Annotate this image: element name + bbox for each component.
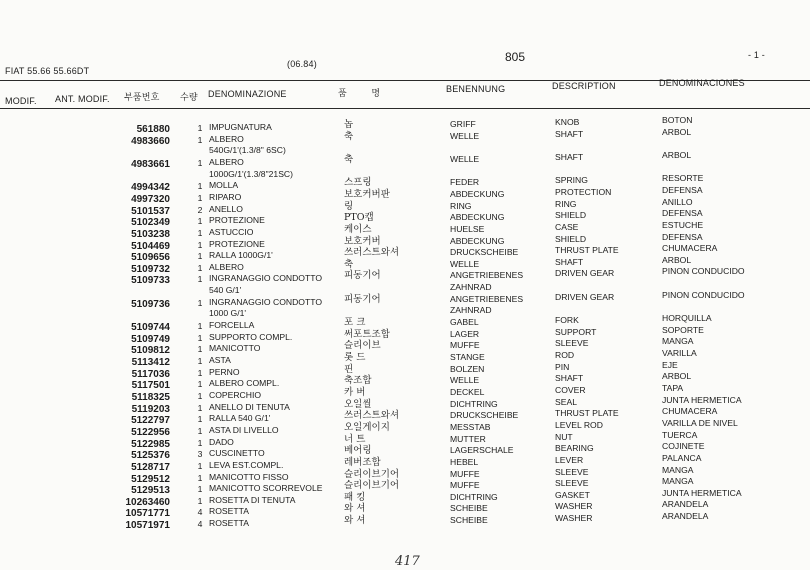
korean-name: 보호커버	[344, 235, 381, 247]
italian-name: 540G/1'(1.3/8" 6SC)	[209, 145, 286, 156]
spanish-name: ARBOL	[662, 254, 692, 265]
english-description: LEVER	[555, 454, 584, 465]
korean-name: 축조합	[344, 375, 372, 387]
german-name: MESSTAB	[450, 421, 491, 432]
quantity: 1	[197, 367, 203, 378]
quantity: 1	[197, 472, 203, 483]
spanish-name: MANGA	[662, 464, 694, 475]
german-name: ANGETRIEBENES	[450, 270, 524, 281]
part-number: 5104469	[131, 240, 170, 252]
italian-name: CUSCINETTO	[209, 448, 265, 459]
english-description: THRUST PLATE	[555, 245, 619, 256]
col-denominazione: DENOMINAZIONE	[208, 89, 287, 99]
spanish-name: PALANCA	[662, 452, 702, 463]
quantity: 1	[197, 134, 203, 145]
spanish-name: VARILLA	[662, 348, 697, 358]
part-number: 5109736	[131, 298, 170, 310]
korean-name: 오일씰	[344, 398, 372, 410]
quantity: 1	[197, 181, 203, 192]
page-reference: - 1 -	[748, 50, 766, 60]
italian-name: FORCELLA	[209, 320, 255, 331]
spanish-name: COJINETE	[662, 441, 705, 452]
quantity: 1	[197, 414, 203, 425]
italian-name: ALBERO COMPL.	[209, 378, 280, 389]
italian-name: ALBERO	[209, 133, 244, 144]
german-name: WELLE	[450, 153, 480, 164]
spanish-name: VARILLA DE NIVEL	[662, 417, 738, 428]
english-description: SHAFT	[555, 373, 584, 384]
part-number: 4994342	[131, 182, 170, 194]
italian-name: ROSETTA	[209, 518, 249, 529]
quantity: 1	[197, 251, 203, 262]
english-description: SHAFT	[555, 151, 584, 162]
english-description: WASHER	[555, 513, 593, 524]
spanish-name: DEFENSA	[662, 184, 703, 195]
quantity: 1	[197, 356, 203, 366]
quantity: 1	[197, 123, 203, 133]
italian-name: MANICOTTO FISSO	[209, 471, 289, 482]
part-number: 5122797	[131, 415, 170, 427]
spanish-name: ARBOL	[662, 371, 692, 382]
english-description: FORK	[555, 315, 579, 326]
spanish-name: DEFENSA	[662, 208, 703, 219]
korean-name: 쓰러스트와셔	[344, 410, 400, 422]
german-name: BOLZEN	[450, 363, 485, 374]
col-description: DESCRIPTION	[552, 81, 616, 91]
italian-name: RIPARO	[209, 191, 242, 202]
part-number: 5109656	[131, 252, 170, 264]
spanish-name: SOPORTE	[662, 324, 704, 335]
quantity: 4	[197, 507, 203, 518]
spanish-name: TAPA	[662, 382, 684, 393]
spanish-name: CHUMACERA	[662, 243, 718, 254]
english-description: SHIELD	[555, 233, 587, 244]
spanish-name: BOTON	[662, 115, 693, 125]
german-name: DICHTRING	[450, 398, 498, 409]
quantity: 1	[197, 344, 203, 355]
quantity: 1	[197, 390, 203, 401]
spanish-name: EJE	[662, 359, 678, 370]
quantity: 1	[197, 157, 203, 168]
col-ant-modif: ANT. MODIF.	[55, 94, 110, 104]
quantity: 4	[197, 519, 203, 530]
part-number: 4983661	[131, 158, 170, 170]
part-number: 4997320	[131, 193, 170, 205]
spanish-name: PINON CONDUCIDO	[662, 266, 745, 277]
part-number: 5102349	[131, 217, 170, 229]
german-name: MUFFE	[450, 480, 480, 491]
italian-name: ANELLO DI TENUTA	[209, 401, 290, 412]
italian-name: PERNO	[209, 366, 240, 377]
english-description: SLEEVE	[555, 466, 589, 477]
german-name: LAGERSCHALE	[450, 445, 514, 456]
italian-name: RALLA 1000G/1'	[209, 250, 273, 261]
english-description: SHAFT	[555, 128, 584, 139]
spanish-name: PINON CONDUCIDO	[662, 289, 745, 300]
part-number: 5109749	[131, 333, 170, 345]
italian-name: DADO	[209, 436, 234, 447]
col-quantity: 수량	[180, 93, 198, 103]
spanish-name: TUERCA	[662, 429, 698, 440]
quantity: 1	[197, 297, 203, 308]
english-description: SEAL	[555, 396, 577, 407]
quantity: 1	[197, 262, 203, 273]
german-name: ZAHNRAD	[450, 305, 492, 316]
spanish-name: MANGA	[662, 336, 694, 347]
part-number: 5122956	[131, 426, 170, 438]
italian-name: ASTA	[209, 355, 231, 365]
italian-name: SUPPORTO COMPL.	[209, 331, 293, 342]
quantity: 1	[197, 227, 203, 238]
quantity: 1	[197, 274, 203, 285]
german-name: DICHTRING	[450, 491, 498, 502]
part-number: 5103238	[131, 228, 170, 240]
part-number: 10571771	[125, 508, 170, 520]
korean-name: 레버조합	[344, 456, 381, 468]
quantity: 1	[197, 425, 203, 436]
english-description: SHIELD	[555, 210, 587, 221]
quantity: 1	[197, 192, 203, 203]
part-number: 10571971	[125, 520, 170, 532]
korean-name: 축	[344, 258, 354, 270]
italian-name: ALBERO	[209, 261, 244, 272]
italian-name: LEVA EST.COMPL.	[209, 459, 284, 470]
italian-name: MANICOTTO SCORREVOLE	[209, 483, 323, 494]
part-number: 5129513	[131, 485, 170, 497]
quantity: 1	[197, 321, 203, 332]
italian-name: RALLA 540 G/1'	[209, 413, 271, 424]
spanish-name: ARANDELA	[662, 511, 709, 522]
italian-name: MANICOTTO	[209, 343, 261, 354]
german-name: MUFFE	[450, 468, 480, 479]
german-name: ABDECKUNG	[450, 188, 505, 199]
korean-name: 링	[344, 200, 354, 212]
english-description: SUPPORT	[555, 326, 597, 337]
col-part-number: 부품번호	[124, 93, 160, 103]
korean-name: 보호커버판	[344, 188, 390, 200]
korean-name: PTO캡	[344, 212, 374, 224]
part-number: 5128717	[131, 461, 170, 473]
english-description: DRIVEN GEAR	[555, 291, 615, 302]
korean-name: 슬리이브	[344, 340, 381, 352]
italian-name: ROSETTA DI TENUTA	[209, 494, 296, 505]
korean-name: 쓰러스트와셔	[344, 247, 400, 259]
korean-name: 슬리이브기어	[344, 468, 400, 480]
korean-name: 핀	[344, 363, 354, 375]
spanish-name: ANILLO	[662, 196, 693, 207]
part-number: 5109812	[131, 345, 170, 357]
english-description: ROD	[555, 350, 575, 360]
korean-name: 축	[344, 130, 354, 142]
italian-name: ASTUCCIO	[209, 226, 254, 237]
korean-name: 와 셔	[344, 515, 366, 527]
english-description: KNOB	[555, 117, 580, 127]
english-description: BEARING	[555, 443, 594, 454]
spanish-name: JUNTA HERMETICA	[662, 487, 742, 498]
german-name: LAGER	[450, 328, 480, 339]
german-name: SCHEIBE	[450, 503, 488, 514]
part-number: 5109744	[131, 322, 170, 334]
german-name: HEBEL	[450, 456, 479, 467]
spanish-name: ARANDELA	[662, 499, 709, 510]
col-benennung: BENENNUNG	[446, 84, 506, 94]
spanish-name: HORQUILLA	[662, 313, 712, 324]
part-number: 5117036	[131, 368, 170, 380]
italian-name: ALBERO	[209, 156, 244, 167]
part-number: 5101537	[131, 205, 170, 217]
korean-name: 슬리이브기어	[344, 480, 400, 492]
part-number: 10263460	[125, 496, 170, 508]
korean-name: 피동기어	[344, 293, 381, 305]
spanish-name: ARBOL	[662, 149, 692, 160]
korean-name: 너 트	[344, 433, 366, 445]
english-description: WASHER	[555, 501, 593, 512]
part-number: 5118325	[131, 391, 170, 403]
german-name: WELLE	[450, 258, 480, 269]
quantity: 1	[197, 495, 203, 506]
spanish-name: MANGA	[662, 476, 694, 487]
table-number: 805	[505, 50, 526, 64]
english-description: PROTECTION	[555, 186, 612, 197]
german-name: STANGE	[450, 352, 485, 362]
korean-name: 오일게이지	[344, 421, 390, 433]
english-description: GASKET	[555, 489, 590, 500]
italian-name: MOLLA	[209, 180, 239, 191]
quantity: 1	[197, 332, 203, 343]
english-description: DRIVEN GEAR	[555, 268, 615, 279]
part-number: 5113412	[131, 357, 170, 368]
model-title: FIAT 55.66 55.66DT	[5, 66, 90, 76]
german-name: DECKEL	[450, 386, 485, 397]
german-name: WELLE	[450, 375, 480, 386]
english-description: SLEEVE	[555, 478, 589, 489]
spanish-name: ESTUCHE	[662, 219, 704, 230]
german-name: SCHEIBE	[450, 515, 488, 526]
korean-name: 케이스	[344, 223, 372, 235]
english-description: COVER	[555, 384, 586, 395]
part-number: 5122985	[131, 438, 170, 450]
spanish-name: ARBOL	[662, 126, 692, 137]
german-name: ANGETRIEBENES	[450, 293, 524, 304]
spanish-name: RESORTE	[662, 173, 704, 184]
korean-name: 스프링	[344, 177, 372, 189]
quantity: 1	[197, 239, 203, 250]
spanish-name: DEFENSA	[662, 231, 703, 242]
korean-name: 롯 드	[344, 352, 366, 363]
italian-name: PROTEZIONE	[209, 238, 265, 249]
korean-name: 축	[344, 153, 354, 165]
english-description: THRUST PLATE	[555, 408, 619, 419]
quantity: 3	[197, 449, 203, 460]
german-name: ABDECKUNG	[450, 212, 505, 223]
german-name: MUFFE	[450, 340, 480, 351]
quantity: 1	[197, 402, 203, 413]
part-number: 5119203	[131, 403, 170, 415]
part-number: 5117501	[131, 380, 170, 392]
german-name: ZAHNRAD	[450, 282, 492, 293]
part-number: 5109732	[131, 263, 170, 275]
english-description: RING	[555, 198, 577, 209]
german-name: ABDECKUNG	[450, 235, 505, 246]
edition-date: (06.84)	[287, 59, 317, 69]
quantity: 1	[197, 379, 203, 390]
english-description: SLEEVE	[555, 338, 589, 349]
korean-name: 와 셔	[344, 503, 366, 515]
korean-name: 피동기어	[344, 270, 381, 282]
korean-name: 패 킹	[344, 491, 366, 503]
spanish-name: JUNTA HERMETICA	[662, 394, 742, 405]
part-number: 5125376	[131, 450, 170, 462]
english-description: NUT	[555, 431, 573, 442]
part-number: 4983660	[131, 135, 170, 147]
part-number: 5129512	[131, 473, 170, 485]
part-number: 561880	[136, 124, 170, 135]
handwritten-page-note: 417	[395, 554, 420, 569]
italian-name: COPERCHIO	[209, 389, 262, 400]
part-number: 5109733	[131, 275, 170, 287]
english-description: LEVEL ROD	[555, 419, 603, 430]
italian-name: INGRANAGGIO CONDOTTO	[209, 273, 322, 284]
italian-name: 1000G/1'(1.3/8"21SC)	[209, 168, 293, 179]
italian-name: ROSETTA	[209, 506, 249, 517]
korean-name: 포 크	[344, 317, 366, 329]
italian-name: ASTA DI LIVELLO	[209, 424, 279, 435]
german-name: FEDER	[450, 177, 480, 188]
english-description: CASE	[555, 221, 579, 232]
italian-name: INGRANAGGIO CONDOTTO	[209, 296, 322, 307]
german-name: RING	[450, 200, 472, 211]
korean-name: 카 버	[344, 386, 366, 398]
quantity: 1	[197, 460, 203, 471]
quantity: 1	[197, 437, 203, 448]
italian-name: PROTEZIONE	[209, 215, 265, 226]
italian-name: 540 G/1'	[209, 285, 242, 296]
german-name: DRUCKSCHEIBE	[450, 410, 519, 421]
korean-name: 베어링	[344, 445, 372, 457]
german-name: WELLE	[450, 130, 480, 141]
col-modif: MODIF.	[5, 96, 37, 106]
german-name: GABEL	[450, 317, 479, 328]
quantity: 2	[197, 204, 203, 215]
italian-name: IMPUGNATURA	[209, 122, 272, 132]
german-name: HUELSE	[450, 223, 485, 234]
quantity: 1	[197, 216, 203, 227]
korean-name: 써포트조합	[344, 328, 390, 340]
italian-name: ANELLO	[209, 203, 243, 214]
german-name: GRIFF	[450, 119, 476, 129]
col-denominaciones: DENOMINACIONES	[659, 78, 745, 88]
german-name: MUTTER	[450, 433, 486, 444]
col-korean-name: 품 명	[338, 89, 381, 99]
english-description: SPRING	[555, 175, 588, 186]
german-name: DRUCKSCHEIBE	[450, 247, 519, 258]
korean-name: 놉	[344, 119, 354, 130]
quantity: 1	[197, 484, 203, 495]
spanish-name: CHUMACERA	[662, 406, 718, 417]
english-description: SHAFT	[555, 256, 584, 267]
english-description: PIN	[555, 361, 570, 372]
italian-name: 1000 G/1'	[209, 308, 246, 319]
